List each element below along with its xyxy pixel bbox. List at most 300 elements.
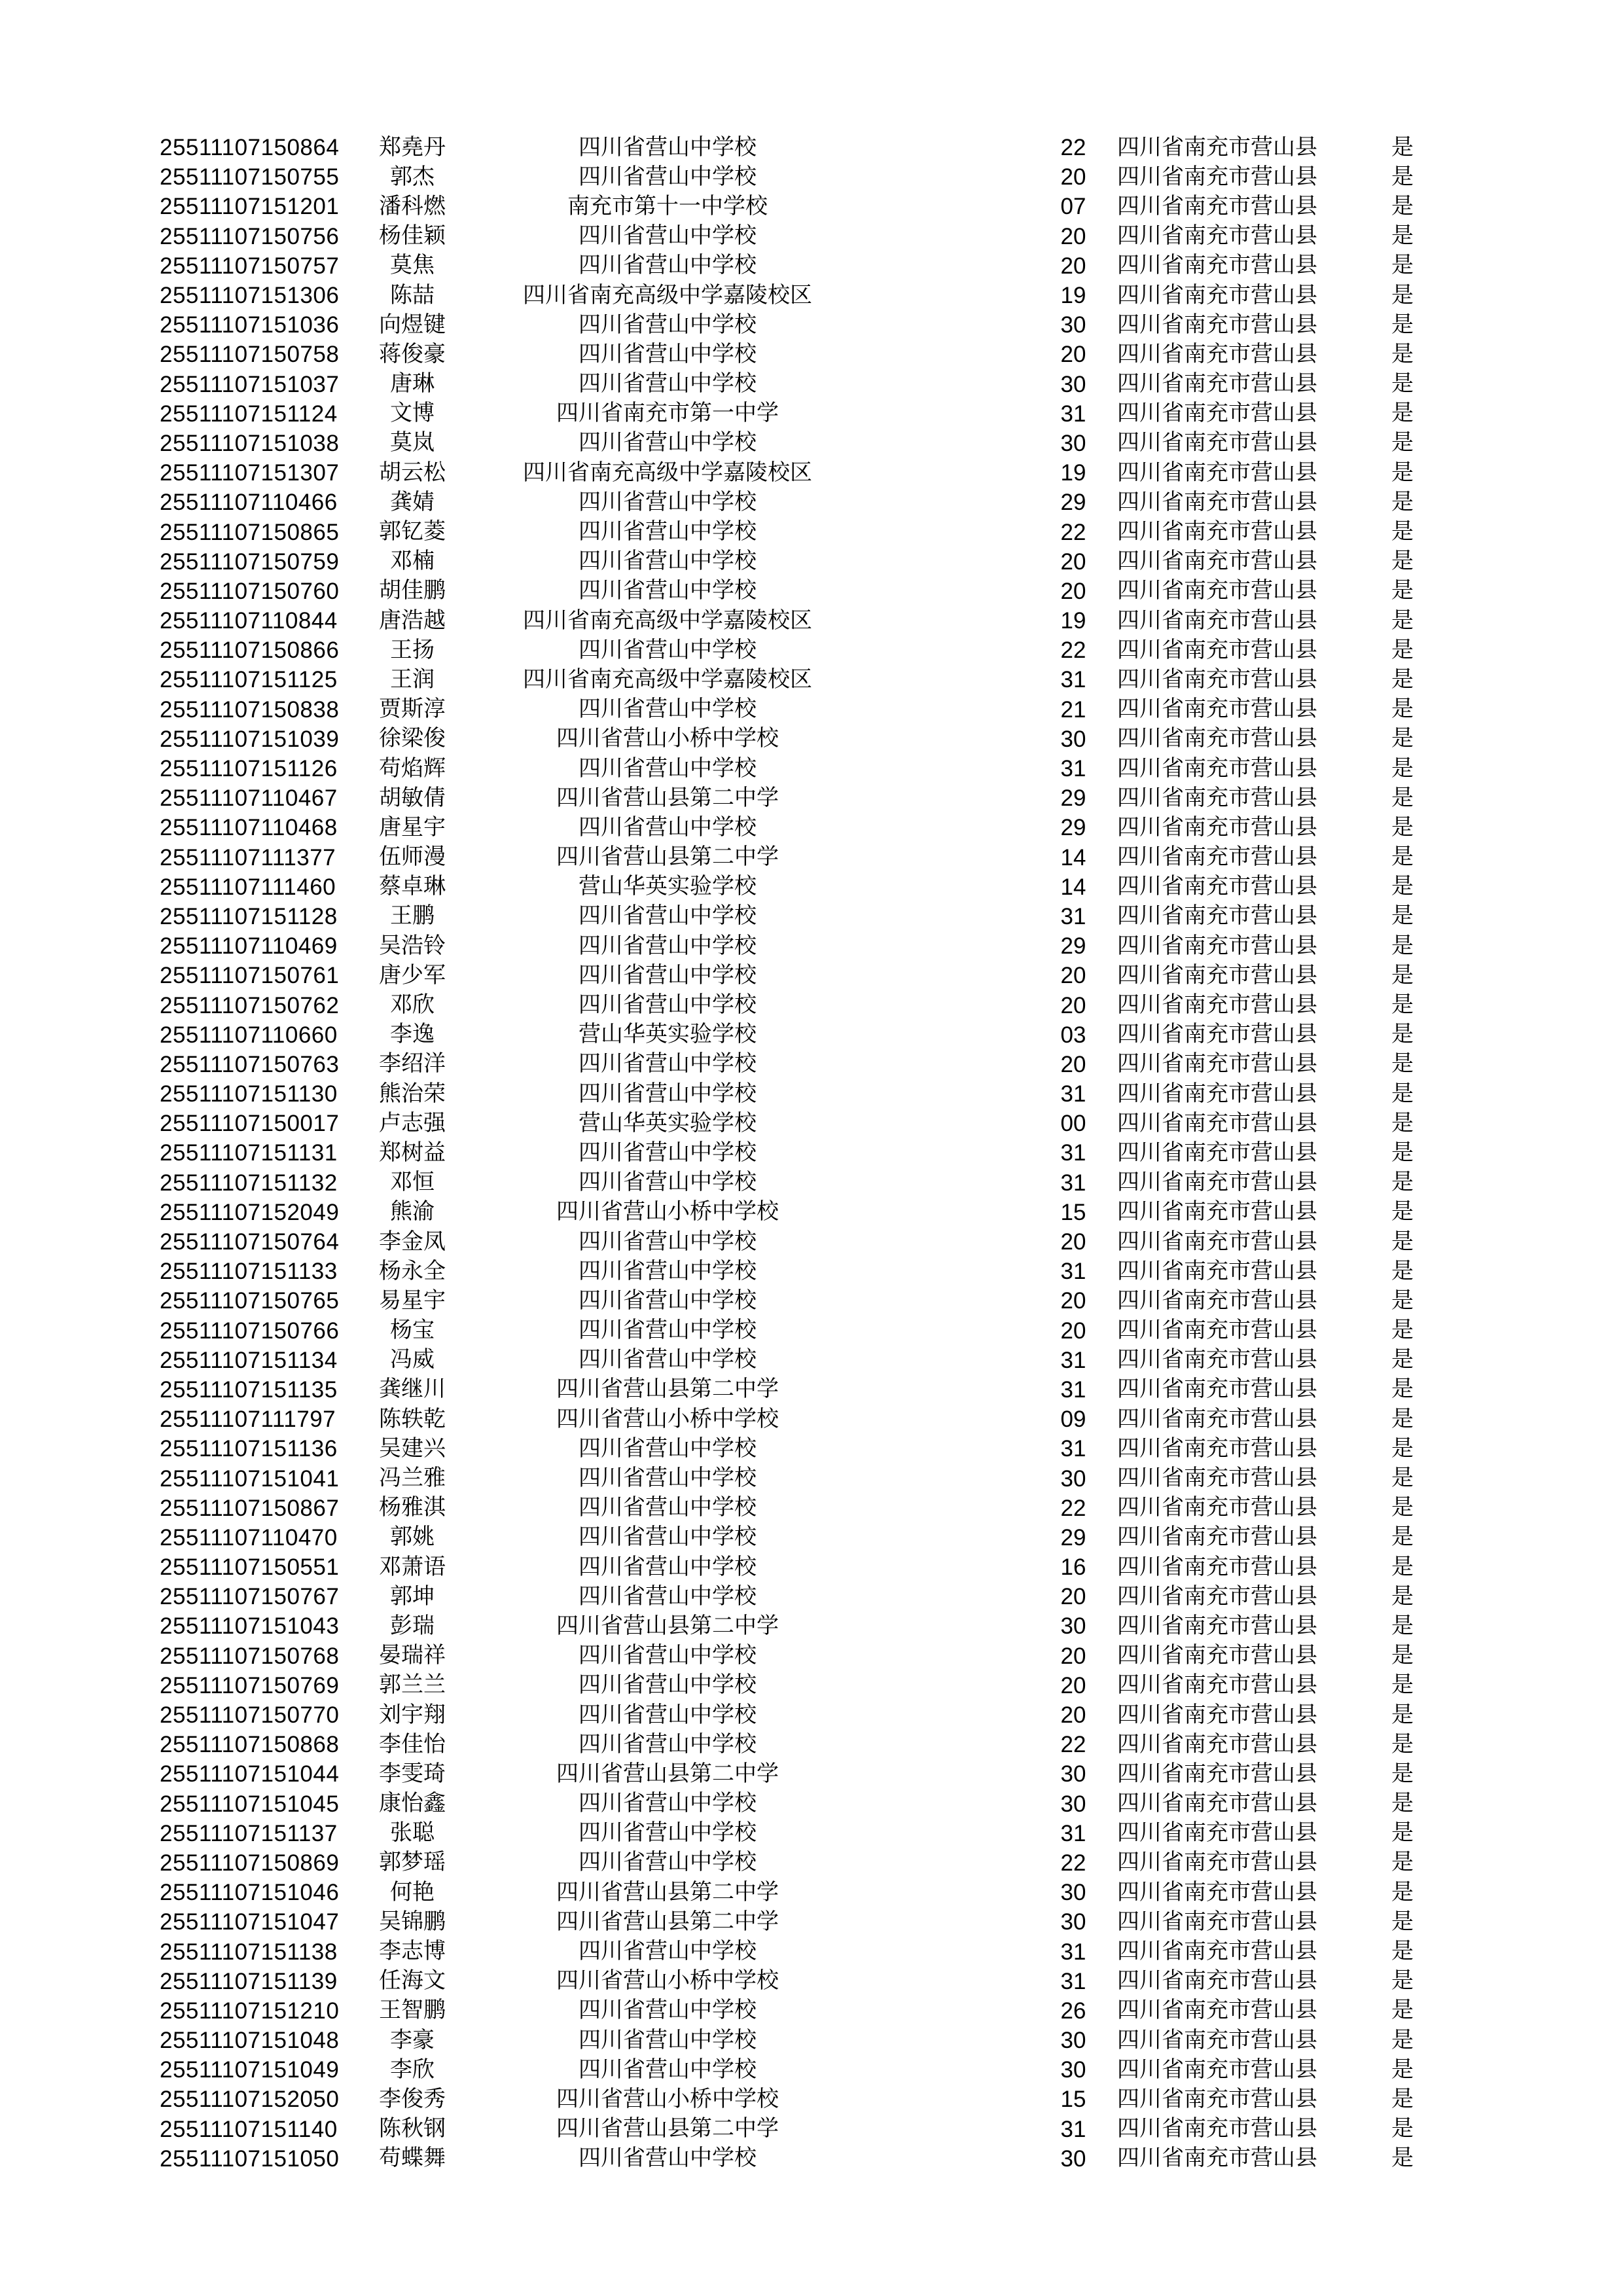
district-name: 四川省南充市营山县 bbox=[1117, 1732, 1317, 1757]
school-name: 四川省营山中学校 bbox=[579, 1229, 757, 1254]
confirm-flag: 是 bbox=[1391, 1732, 1414, 1757]
confirm-flag: 是 bbox=[1391, 874, 1414, 899]
student-name: 郭杰 bbox=[390, 164, 435, 189]
student-name: 李俊秀 bbox=[379, 2087, 446, 2111]
school-name: 四川省营山中学校 bbox=[579, 490, 757, 514]
confirm-flag: 是 bbox=[1391, 194, 1414, 219]
district-name: 四川省南充市营山县 bbox=[1117, 1761, 1317, 1786]
code-number: 03 bbox=[1060, 1022, 1086, 1048]
district-name: 四川省南充市营山县 bbox=[1117, 1200, 1317, 1225]
district-name: 四川省南充市营山县 bbox=[1117, 372, 1317, 397]
district-name: 四川省南充市营山县 bbox=[1117, 1318, 1317, 1343]
table-row bbox=[0, 902, 1623, 931]
school-name: 四川省营山县第二中学 bbox=[556, 845, 779, 870]
code-number: 20 bbox=[1060, 223, 1086, 249]
confirm-flag: 是 bbox=[1391, 726, 1414, 751]
student-name: 郑树益 bbox=[379, 1140, 446, 1165]
district-name: 四川省南充市营山县 bbox=[1117, 1880, 1317, 1905]
student-name: 刘宇翔 bbox=[379, 1702, 446, 1727]
table-row bbox=[0, 1848, 1623, 1878]
table-row bbox=[0, 1494, 1623, 1523]
student-id: 25511107151138 bbox=[160, 1939, 338, 1965]
student-id: 25511107150758 bbox=[160, 342, 340, 368]
school-name: 四川省营山中学校 bbox=[579, 224, 757, 249]
student-id: 25511107151140 bbox=[160, 2116, 338, 2142]
student-id: 25511107151201 bbox=[160, 194, 340, 220]
district-name: 四川省南充市营山县 bbox=[1117, 1496, 1317, 1520]
student-id: 25511107151050 bbox=[160, 2145, 340, 2172]
school-name: 四川省营山小桥中学校 bbox=[556, 726, 779, 751]
student-id: 25511107150756 bbox=[160, 223, 340, 249]
student-name: 莫焦 bbox=[390, 253, 435, 278]
district-name: 四川省南充市营山县 bbox=[1117, 135, 1317, 160]
school-name: 四川省营山县第二中学 bbox=[556, 1377, 779, 1402]
student-name: 王扬 bbox=[390, 637, 435, 662]
confirm-flag: 是 bbox=[1391, 1939, 1414, 1964]
confirm-flag: 是 bbox=[1391, 1436, 1414, 1461]
student-name: 王智鹏 bbox=[379, 1998, 446, 2023]
district-name: 四川省南充市营山县 bbox=[1117, 1702, 1317, 1727]
student-id: 25511107150770 bbox=[160, 1702, 340, 1729]
code-number: 30 bbox=[1060, 1791, 1086, 1817]
student-id: 25511107150762 bbox=[160, 992, 340, 1018]
code-number: 09 bbox=[1060, 1407, 1086, 1433]
confirm-flag: 是 bbox=[1391, 1821, 1414, 1846]
student-id: 25511107151045 bbox=[160, 1791, 340, 1817]
district-name: 四川省南充市营山县 bbox=[1117, 1288, 1317, 1313]
table-row bbox=[0, 547, 1623, 577]
confirm-flag: 是 bbox=[1391, 1318, 1414, 1343]
school-name: 四川省南充高级中学嘉陵校区 bbox=[523, 608, 812, 633]
student-name: 胡敏倩 bbox=[379, 785, 446, 810]
table-row bbox=[0, 843, 1623, 872]
student-id: 25511107150869 bbox=[160, 1850, 340, 1876]
table-row bbox=[0, 192, 1623, 221]
table-row bbox=[0, 133, 1623, 162]
student-id: 25511107150764 bbox=[160, 1229, 340, 1255]
table-row bbox=[0, 1967, 1623, 1996]
student-id: 25511107151135 bbox=[160, 1376, 338, 1403]
school-name: 营山华英实验学校 bbox=[579, 1022, 757, 1047]
table-row bbox=[0, 725, 1623, 754]
student-name: 张聪 bbox=[390, 1821, 435, 1846]
table-row bbox=[0, 577, 1623, 606]
confirm-flag: 是 bbox=[1391, 2057, 1414, 2082]
district-name: 四川省南充市营山县 bbox=[1117, 697, 1317, 722]
student-name: 郭兰兰 bbox=[379, 1673, 446, 1698]
confirm-flag: 是 bbox=[1391, 1880, 1414, 1905]
table-row bbox=[0, 2115, 1623, 2144]
student-id: 25511107151047 bbox=[160, 1909, 340, 1935]
student-name: 陈喆 bbox=[390, 283, 435, 308]
school-name: 四川省营山中学校 bbox=[579, 342, 757, 367]
code-number: 31 bbox=[1060, 1939, 1086, 1965]
confirm-flag: 是 bbox=[1391, 1643, 1414, 1668]
confirm-flag: 是 bbox=[1391, 1584, 1414, 1609]
district-name: 四川省南充市营山县 bbox=[1117, 1613, 1317, 1638]
district-name: 四川省南充市营山县 bbox=[1117, 1939, 1317, 1964]
student-name: 杨雅淇 bbox=[379, 1496, 446, 1520]
district-name: 四川省南充市营山县 bbox=[1117, 224, 1317, 249]
district-name: 四川省南充市营山县 bbox=[1117, 194, 1317, 219]
table-row bbox=[0, 1227, 1623, 1257]
table-row bbox=[0, 1286, 1623, 1316]
code-number: 21 bbox=[1060, 696, 1086, 723]
school-name: 四川省营山中学校 bbox=[579, 1850, 757, 1875]
student-name: 莫岚 bbox=[390, 431, 435, 456]
table-row bbox=[0, 1020, 1623, 1050]
code-number: 00 bbox=[1060, 1111, 1086, 1137]
student-name: 龚继川 bbox=[379, 1377, 446, 1402]
student-id: 25511107150864 bbox=[160, 135, 340, 161]
school-name: 四川省营山中学校 bbox=[579, 431, 757, 456]
code-number: 31 bbox=[1060, 667, 1086, 693]
school-name: 四川省营山中学校 bbox=[579, 312, 757, 337]
district-name: 四川省南充市营山县 bbox=[1117, 963, 1317, 988]
student-id: 25511107151049 bbox=[160, 2057, 340, 2083]
confirm-flag: 是 bbox=[1391, 1259, 1414, 1283]
school-name: 四川省南充高级中学嘉陵校区 bbox=[523, 667, 812, 692]
school-name: 四川省营山中学校 bbox=[579, 963, 757, 988]
confirm-flag: 是 bbox=[1391, 1170, 1414, 1195]
district-name: 四川省南充市营山县 bbox=[1117, 933, 1317, 958]
confirm-flag: 是 bbox=[1391, 845, 1414, 870]
table-row bbox=[0, 222, 1623, 251]
code-number: 30 bbox=[1060, 430, 1086, 456]
district-name: 四川省南充市营山县 bbox=[1117, 726, 1317, 751]
confirm-flag: 是 bbox=[1391, 224, 1414, 249]
student-name: 郭钇菱 bbox=[379, 520, 446, 545]
confirm-flag: 是 bbox=[1391, 1702, 1414, 1727]
district-name: 四川省南充市营山县 bbox=[1117, 1140, 1317, 1165]
student-name: 王鹏 bbox=[390, 904, 435, 929]
code-number: 30 bbox=[1060, 1613, 1086, 1640]
district-name: 四川省南充市营山县 bbox=[1117, 1969, 1317, 1994]
student-id: 25511107151132 bbox=[160, 1170, 338, 1196]
code-number: 22 bbox=[1060, 519, 1086, 545]
student-id: 25511107110468 bbox=[160, 815, 338, 841]
district-name: 四川省南充市营山县 bbox=[1117, 2087, 1317, 2111]
student-id: 25511107110470 bbox=[160, 1524, 338, 1551]
table-row bbox=[0, 1611, 1623, 1641]
student-name: 杨永全 bbox=[379, 1259, 446, 1283]
table-row bbox=[0, 1552, 1623, 1582]
table-row bbox=[0, 1671, 1623, 1700]
school-name: 营山华英实验学校 bbox=[579, 1111, 757, 1136]
district-name: 四川省南充市营山县 bbox=[1117, 1998, 1317, 2023]
code-number: 16 bbox=[1060, 1554, 1086, 1581]
table-row bbox=[0, 1316, 1623, 1346]
table-row bbox=[0, 813, 1623, 842]
code-number: 29 bbox=[1060, 933, 1086, 960]
code-number: 31 bbox=[1060, 903, 1086, 929]
student-id: 25511107151139 bbox=[160, 1968, 338, 1994]
confirm-flag: 是 bbox=[1391, 1850, 1414, 1875]
student-id: 25511107151037 bbox=[160, 371, 340, 397]
school-name: 四川省营山中学校 bbox=[579, 1791, 757, 1816]
code-number: 14 bbox=[1060, 844, 1086, 870]
school-name: 四川省营山中学校 bbox=[579, 1702, 757, 1727]
school-name: 四川省营山中学校 bbox=[579, 520, 757, 545]
school-name: 四川省营山中学校 bbox=[579, 756, 757, 781]
student-id: 25511107150867 bbox=[160, 1495, 340, 1521]
confirm-flag: 是 bbox=[1391, 1140, 1414, 1165]
student-table bbox=[0, 133, 1623, 2174]
district-name: 四川省南充市营山县 bbox=[1117, 2028, 1317, 2053]
student-id: 25511107151038 bbox=[160, 430, 340, 456]
student-name: 潘科燃 bbox=[379, 194, 446, 219]
confirm-flag: 是 bbox=[1391, 1229, 1414, 1254]
district-name: 四川省南充市营山县 bbox=[1117, 1436, 1317, 1461]
student-name: 李豪 bbox=[390, 2028, 435, 2053]
table-row bbox=[0, 399, 1623, 429]
code-number: 31 bbox=[1060, 1170, 1086, 1196]
school-name: 四川省营山小桥中学校 bbox=[556, 2087, 779, 2111]
district-name: 四川省南充市营山县 bbox=[1117, 1554, 1317, 1579]
district-name: 四川省南充市营山县 bbox=[1117, 1022, 1317, 1047]
code-number: 30 bbox=[1060, 1761, 1086, 1787]
confirm-flag: 是 bbox=[1391, 1466, 1414, 1491]
school-name: 四川省营山中学校 bbox=[579, 253, 757, 278]
confirm-flag: 是 bbox=[1391, 2117, 1414, 2142]
school-name: 四川省南充高级中学嘉陵校区 bbox=[523, 460, 812, 485]
code-number: 14 bbox=[1060, 874, 1086, 900]
student-id: 25511107111797 bbox=[160, 1407, 336, 1433]
school-name: 四川省营山中学校 bbox=[579, 933, 757, 958]
school-name: 四川省营山中学校 bbox=[579, 1732, 757, 1757]
confirm-flag: 是 bbox=[1391, 2028, 1414, 2053]
confirm-flag: 是 bbox=[1391, 490, 1414, 514]
student-id: 25511107150761 bbox=[160, 963, 340, 989]
table-row bbox=[0, 517, 1623, 547]
student-id: 25511107151044 bbox=[160, 1761, 340, 1787]
district-name: 四川省南充市营山县 bbox=[1117, 490, 1317, 514]
student-id: 25511107150765 bbox=[160, 1288, 340, 1314]
confirm-flag: 是 bbox=[1391, 401, 1414, 426]
school-name: 四川省营山中学校 bbox=[579, 993, 757, 1018]
table-row bbox=[0, 1819, 1623, 1848]
table-row bbox=[0, 1878, 1623, 1907]
student-id: 25511107110844 bbox=[160, 608, 338, 634]
confirm-flag: 是 bbox=[1391, 1969, 1414, 1994]
school-name: 四川省营山县第二中学 bbox=[556, 1613, 779, 1638]
table-row bbox=[0, 1523, 1623, 1552]
student-id: 25511107110469 bbox=[160, 933, 338, 960]
school-name: 四川省营山中学校 bbox=[579, 1673, 757, 1698]
student-name: 向煜键 bbox=[379, 312, 446, 337]
code-number: 30 bbox=[1060, 1909, 1086, 1935]
student-id: 25511107151136 bbox=[160, 1436, 338, 1462]
student-name: 康怡鑫 bbox=[379, 1791, 446, 1816]
confirm-flag: 是 bbox=[1391, 1791, 1414, 1816]
table-row bbox=[0, 872, 1623, 902]
confirm-flag: 是 bbox=[1391, 815, 1414, 840]
district-name: 四川省南充市营山县 bbox=[1117, 549, 1317, 574]
school-name: 四川省营山中学校 bbox=[579, 1496, 757, 1520]
code-number: 31 bbox=[1060, 401, 1086, 427]
student-id: 25511107150838 bbox=[160, 696, 340, 723]
school-name: 南充市第十一中学校 bbox=[567, 194, 768, 219]
student-id: 25511107150768 bbox=[160, 1643, 340, 1669]
student-name: 蒋俊豪 bbox=[379, 342, 446, 367]
student-id: 25511107151307 bbox=[160, 460, 340, 486]
table-row bbox=[0, 458, 1623, 488]
student-name: 郭坤 bbox=[390, 1584, 435, 1609]
district-name: 四川省南充市营山县 bbox=[1117, 1673, 1317, 1698]
district-name: 四川省南充市营山县 bbox=[1117, 1081, 1317, 1106]
code-number: 20 bbox=[1060, 342, 1086, 368]
table-row bbox=[0, 1109, 1623, 1138]
student-id: 25511107151125 bbox=[160, 667, 338, 693]
confirm-flag: 是 bbox=[1391, 785, 1414, 810]
table-row bbox=[0, 340, 1623, 369]
code-number: 22 bbox=[1060, 637, 1086, 664]
student-name: 邓楠 bbox=[390, 549, 435, 574]
student-name: 李逸 bbox=[390, 1022, 435, 1047]
student-id: 25511107151134 bbox=[160, 1347, 338, 1373]
student-id: 25511107150767 bbox=[160, 1584, 340, 1610]
confirm-flag: 是 bbox=[1391, 1052, 1414, 1077]
student-id: 25511107151043 bbox=[160, 1613, 340, 1640]
student-name: 熊治荣 bbox=[379, 1081, 446, 1106]
code-number: 07 bbox=[1060, 194, 1086, 220]
confirm-flag: 是 bbox=[1391, 549, 1414, 574]
table-row bbox=[0, 990, 1623, 1020]
school-name: 四川省南充高级中学嘉陵校区 bbox=[523, 283, 812, 308]
student-name: 陈轶乾 bbox=[379, 1407, 446, 1431]
student-name: 徐梁俊 bbox=[379, 726, 446, 751]
code-number: 19 bbox=[1060, 283, 1086, 309]
district-name: 四川省南充市营山县 bbox=[1117, 1821, 1317, 1846]
district-name: 四川省南充市营山县 bbox=[1117, 1170, 1317, 1195]
district-name: 四川省南充市营山县 bbox=[1117, 1850, 1317, 1875]
student-name: 彭瑞 bbox=[390, 1613, 435, 1638]
student-name: 卢志强 bbox=[379, 1111, 446, 1136]
student-id: 25511107111377 bbox=[160, 844, 336, 870]
code-number: 20 bbox=[1060, 1318, 1086, 1344]
district-name: 四川省南充市营山县 bbox=[1117, 1909, 1317, 1934]
code-number: 15 bbox=[1060, 2087, 1086, 2113]
confirm-flag: 是 bbox=[1391, 637, 1414, 662]
student-id: 25511107151048 bbox=[160, 2028, 340, 2054]
code-number: 30 bbox=[1060, 371, 1086, 397]
confirm-flag: 是 bbox=[1391, 520, 1414, 545]
code-number: 20 bbox=[1060, 1051, 1086, 1077]
district-name: 四川省南充市营山县 bbox=[1117, 1584, 1317, 1609]
confirm-flag: 是 bbox=[1391, 1673, 1414, 1698]
district-name: 四川省南充市营山县 bbox=[1117, 667, 1317, 692]
district-name: 四川省南充市营山县 bbox=[1117, 756, 1317, 781]
district-name: 四川省南充市营山县 bbox=[1117, 1229, 1317, 1254]
student-id: 25511107151131 bbox=[160, 1140, 338, 1166]
school-name: 四川省营山中学校 bbox=[579, 549, 757, 574]
district-name: 四川省南充市营山县 bbox=[1117, 579, 1317, 603]
student-id: 25511107110466 bbox=[160, 490, 338, 516]
school-name: 四川省营山中学校 bbox=[579, 1318, 757, 1343]
table-row bbox=[0, 429, 1623, 458]
school-name: 四川省营山中学校 bbox=[579, 2057, 757, 2082]
table-row bbox=[0, 783, 1623, 813]
student-name: 苟焰辉 bbox=[379, 756, 446, 781]
student-id: 25511107151128 bbox=[160, 903, 338, 929]
confirm-flag: 是 bbox=[1391, 1022, 1414, 1047]
student-id: 25511107150757 bbox=[160, 253, 340, 279]
code-number: 22 bbox=[1060, 1495, 1086, 1521]
district-name: 四川省南充市营山县 bbox=[1117, 460, 1317, 485]
student-id: 25511107151039 bbox=[160, 726, 340, 752]
district-name: 四川省南充市营山县 bbox=[1117, 1525, 1317, 1550]
table-row bbox=[0, 1079, 1623, 1109]
confirm-flag: 是 bbox=[1391, 372, 1414, 397]
school-name: 四川省营山县第二中学 bbox=[556, 785, 779, 810]
confirm-flag: 是 bbox=[1391, 756, 1414, 781]
student-id: 25511107151210 bbox=[160, 1998, 340, 2024]
school-name: 四川省营山中学校 bbox=[579, 164, 757, 189]
student-id: 25511107150551 bbox=[160, 1554, 340, 1581]
confirm-flag: 是 bbox=[1391, 164, 1414, 189]
student-name: 唐浩越 bbox=[379, 608, 446, 633]
student-id: 25511107110467 bbox=[160, 785, 338, 812]
district-name: 四川省南充市营山县 bbox=[1117, 164, 1317, 189]
school-name: 四川省营山中学校 bbox=[579, 2028, 757, 2053]
district-name: 四川省南充市营山县 bbox=[1117, 283, 1317, 308]
school-name: 四川省营山中学校 bbox=[579, 904, 757, 929]
district-name: 四川省南充市营山县 bbox=[1117, 2057, 1317, 2082]
table-row bbox=[0, 606, 1623, 636]
school-name: 四川省营山中学校 bbox=[579, 1288, 757, 1313]
code-number: 30 bbox=[1060, 1880, 1086, 1906]
school-name: 四川省营山中学校 bbox=[579, 1821, 757, 1846]
student-id: 25511107150017 bbox=[160, 1111, 340, 1137]
confirm-flag: 是 bbox=[1391, 1407, 1414, 1431]
table-row bbox=[0, 1405, 1623, 1434]
school-name: 四川省营山中学校 bbox=[579, 1170, 757, 1195]
code-number: 15 bbox=[1060, 1199, 1086, 1225]
student-id: 25511107151036 bbox=[160, 312, 340, 338]
confirm-flag: 是 bbox=[1391, 904, 1414, 929]
table-row bbox=[0, 2085, 1623, 2114]
school-name: 四川省营山中学校 bbox=[579, 1081, 757, 1106]
confirm-flag: 是 bbox=[1391, 1200, 1414, 1225]
school-name: 四川省营山中学校 bbox=[579, 372, 757, 397]
student-id: 25511107151041 bbox=[160, 1465, 340, 1492]
school-name: 四川省南充市第一中学 bbox=[556, 401, 779, 426]
student-name: 王润 bbox=[390, 667, 435, 692]
code-number: 30 bbox=[1060, 2145, 1086, 2172]
student-id: 25511107151130 bbox=[160, 1081, 338, 1107]
table-row bbox=[0, 281, 1623, 310]
code-number: 19 bbox=[1060, 460, 1086, 486]
student-name: 郑堯丹 bbox=[379, 135, 446, 160]
code-number: 22 bbox=[1060, 1850, 1086, 1876]
table-row bbox=[0, 1730, 1623, 1759]
district-name: 四川省南充市营山县 bbox=[1117, 874, 1317, 899]
confirm-flag: 是 bbox=[1391, 283, 1414, 308]
code-number: 29 bbox=[1060, 815, 1086, 841]
student-id: 25511107151306 bbox=[160, 283, 340, 309]
student-id: 25511107150766 bbox=[160, 1318, 340, 1344]
student-id: 25511107151137 bbox=[160, 1820, 338, 1846]
confirm-flag: 是 bbox=[1391, 1288, 1414, 1313]
student-name: 蔡卓琳 bbox=[379, 874, 446, 899]
code-number: 31 bbox=[1060, 2116, 1086, 2142]
district-name: 四川省南充市营山县 bbox=[1117, 253, 1317, 278]
confirm-flag: 是 bbox=[1391, 253, 1414, 278]
table-row bbox=[0, 1789, 1623, 1819]
table-row bbox=[0, 931, 1623, 961]
confirm-flag: 是 bbox=[1391, 312, 1414, 337]
student-name: 李金凤 bbox=[379, 1229, 446, 1254]
